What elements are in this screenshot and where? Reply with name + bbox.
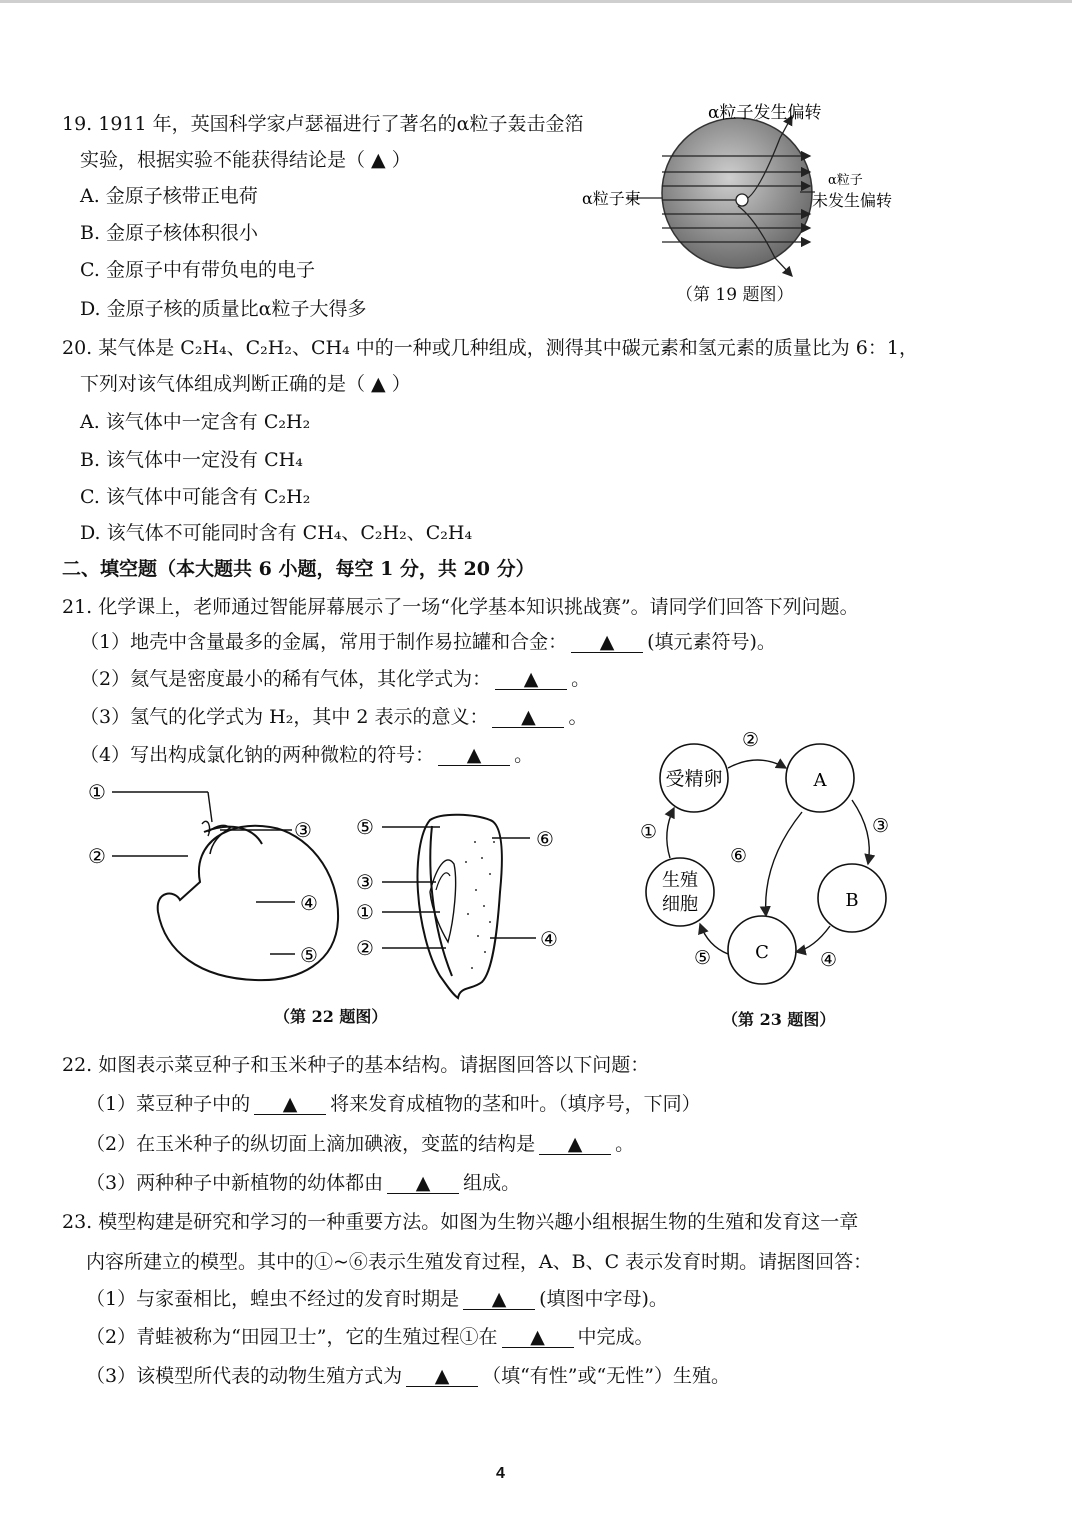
node-germ-cell: [646, 858, 714, 926]
q21-item-2: [80, 667, 590, 691]
q21-item-4-text: （4）写出构成氯化钠的两种微粒的符号：: [80, 744, 435, 766]
arrow-label-4: ④: [820, 949, 838, 971]
q21-item-4-blank[interactable]: ▲: [438, 745, 510, 766]
arrow-label-6: ⑥: [730, 845, 748, 867]
node-egg-label: 受精卵: [665, 768, 723, 790]
arrow-label-3: ③: [872, 815, 890, 837]
q22-item-1-after: 将来发育成植物的茎和叶。（填序号，下同）: [330, 1093, 701, 1115]
q22-item-1-text: （1）菜豆种子中的: [86, 1093, 251, 1115]
q22-item-3: [86, 1171, 520, 1195]
q22-item-2-text: （2）在玉米种子的纵切面上滴加碘液，变蓝的结构是: [86, 1133, 536, 1155]
page-number: 4: [496, 1465, 505, 1482]
q23-item-2-after: 中完成。: [577, 1326, 654, 1348]
bean-label-3: ③: [294, 818, 312, 842]
bean-label-5: ⑤: [300, 943, 318, 967]
corn-seed: [418, 815, 502, 998]
q21-item-3: [80, 705, 588, 729]
q19-stem-line2: 实验，根据实验不能获得结论是（ ▲ ）: [80, 149, 411, 171]
q21-item-3-text: （3）氢气的化学式为 H₂，其中 2 表示的意义：: [80, 706, 489, 728]
q23-stem-line2: 内容所建立的模型。其中的①~⑥表示生殖发育过程，A、B、C 表示发育时期。请据图回答：: [86, 1251, 873, 1273]
node-germ-cell-label-2: 细胞: [662, 894, 698, 915]
corn-label-2: ②: [356, 936, 374, 960]
fig23-svg: [630, 722, 910, 1004]
q22-item-3-text: （3）两种种子中新植物的幼体都由: [86, 1172, 384, 1194]
q21-item-2-text: （2）氦气是密度最小的稀有气体，其化学式为：: [80, 668, 492, 690]
q23-item-2-blank[interactable]: ▲: [502, 1327, 574, 1348]
q19-option-d: D. 金原子核的质量比α粒子大得多: [80, 298, 367, 320]
fig23-caption: （第 23 题图）: [722, 1010, 836, 1029]
q22-item-2-after: 。: [615, 1133, 635, 1155]
gold-foil-sphere: [662, 118, 812, 268]
q22-item-1: [86, 1092, 701, 1116]
corn-label-6: ⑥: [536, 827, 554, 851]
q23-item-1-text: （1）与家蚕相比，蝗虫不经过的发育时期是: [86, 1288, 460, 1310]
q21-item-4-after: 。: [514, 744, 534, 766]
nucleus: [736, 194, 748, 206]
q22-stem: 22. 如图表示菜豆种子和玉米种子的基本结构。请据图回答以下问题：: [62, 1054, 650, 1076]
node-germ-cell-label-1: 生殖: [662, 870, 698, 891]
q23-item-3-blank[interactable]: ▲: [406, 1366, 478, 1387]
fig22-svg: [80, 772, 580, 1012]
corn-label-1: ①: [356, 900, 374, 924]
fig23-life-cycle-diagram: [630, 722, 910, 1004]
q20-option-b: B. 该气体中一定没有 CH₄: [80, 449, 303, 471]
q22-item-2-blank[interactable]: ▲: [539, 1134, 611, 1155]
q23-item-3: [86, 1364, 730, 1388]
q20-stem-line1: 20. 某气体是 C₂H₄、C₂H₂、CH₄ 中的一种或几种组成，测得其中碳元素和氢元素的质量比为 6：1，: [62, 337, 918, 359]
corn-label-5: ⑤: [356, 815, 374, 839]
fig22-caption: （第 22 题图）: [274, 1007, 388, 1026]
bean-plumule: [202, 821, 210, 836]
q21-item-1-blank[interactable]: ▲: [571, 632, 643, 653]
corn-leader-lines: [382, 827, 536, 948]
q19-option-a: A. 金原子核带正电荷: [80, 185, 258, 207]
q21-item-2-blank[interactable]: ▲: [495, 669, 567, 690]
q19-option-b: B. 金原子核体积很小: [80, 222, 259, 244]
q23-item-1-blank[interactable]: ▲: [463, 1289, 535, 1310]
corn-plumule: [436, 873, 450, 890]
q19-option-c: C. 金原子中有带负电的电子: [80, 259, 315, 281]
bean-label-1: ①: [88, 780, 106, 804]
q23-stem-line1: 23. 模型构建是研究和学习的一种重要方法。如图为生物兴趣小组根据生物的生殖和发育这一章: [62, 1211, 859, 1233]
q22-item-2: [86, 1132, 634, 1156]
q21-item-4: [80, 743, 533, 767]
q20-option-c: C. 该气体中可能含有 C₂H₂: [80, 486, 311, 508]
q21-item-1: [80, 630, 776, 654]
node-c-label: C: [755, 942, 769, 963]
fig19-label-top: α粒子发生偏转: [708, 103, 822, 123]
q22-item-3-blank[interactable]: ▲: [387, 1173, 459, 1194]
node-a-label: A: [813, 770, 827, 791]
arrow-label-2: ②: [742, 729, 760, 751]
corn-label-3: ③: [356, 870, 374, 894]
arrow-label-5: ⑤: [694, 947, 712, 969]
q21-item-3-blank[interactable]: ▲: [492, 707, 564, 728]
q23-item-1: [86, 1287, 668, 1311]
node-b-label: B: [845, 890, 859, 911]
q21-stem: 21. 化学课上，老师通过智能屏幕展示了一场“化学基本知识挑战赛”。请同学们回答下列问题。: [62, 596, 859, 618]
q20-stem-line2: 下列对该气体组成判断正确的是（ ▲ ）: [80, 373, 411, 395]
q19-stem-line1: 19. 1911 年，英国科学家卢瑟福进行了著名的α粒子轰击金箔: [62, 113, 584, 135]
bean-leader-lines: [112, 792, 295, 954]
fig22-seed-diagrams: [80, 772, 580, 1012]
q21-item-1-after: (填元素符号)。: [647, 631, 776, 653]
fig19-label-right-2: 未发生偏转: [812, 191, 893, 210]
q21-item-3-after: 。: [568, 706, 588, 728]
corn-endosperm-dots: [465, 841, 495, 969]
q23-item-3-text: （3）该模型所代表的动物生殖方式为: [86, 1365, 403, 1387]
fig19-label-left: α粒子束: [582, 189, 641, 208]
q23-item-3-after: （填“有性”或“无性”）生殖。: [482, 1365, 730, 1387]
q21-item-1-text: （1）地壳中含量最多的金属，常用于制作易拉罐和合金：: [80, 631, 568, 653]
q23-item-2-text: （2）青蛙被称为“田园卫士”，它的生殖过程①在: [86, 1326, 498, 1348]
q23-item-1-after: (填图中字母)。: [539, 1288, 668, 1310]
q21-item-2-after: 。: [571, 668, 591, 690]
q23-item-2: [86, 1325, 654, 1349]
section2-title: 二、填空题（本大题共 6 小题，每空 1 分，共 20 分）: [62, 558, 535, 580]
q20-option-d: D. 该气体不可能同时含有 CH₄、C₂H₂、C₂H₄: [80, 522, 473, 544]
fig19-label-right-1: α粒子: [828, 173, 863, 188]
arrow-label-1: ①: [640, 821, 658, 843]
bean-label-2: ②: [88, 844, 106, 868]
corn-embryo-edge: [430, 826, 452, 976]
bean-label-4: ④: [300, 891, 318, 915]
q20-option-a: A. 该气体中一定含有 C₂H₂: [80, 411, 311, 433]
q22-item-1-blank[interactable]: ▲: [254, 1094, 326, 1115]
fig19-caption: （第 19 题图）: [676, 285, 794, 305]
corn-label-4: ④: [540, 927, 558, 951]
scan-border: [0, 0, 1072, 3]
bean-labels: [88, 780, 318, 967]
q22-item-3-after: 组成。: [463, 1172, 521, 1194]
